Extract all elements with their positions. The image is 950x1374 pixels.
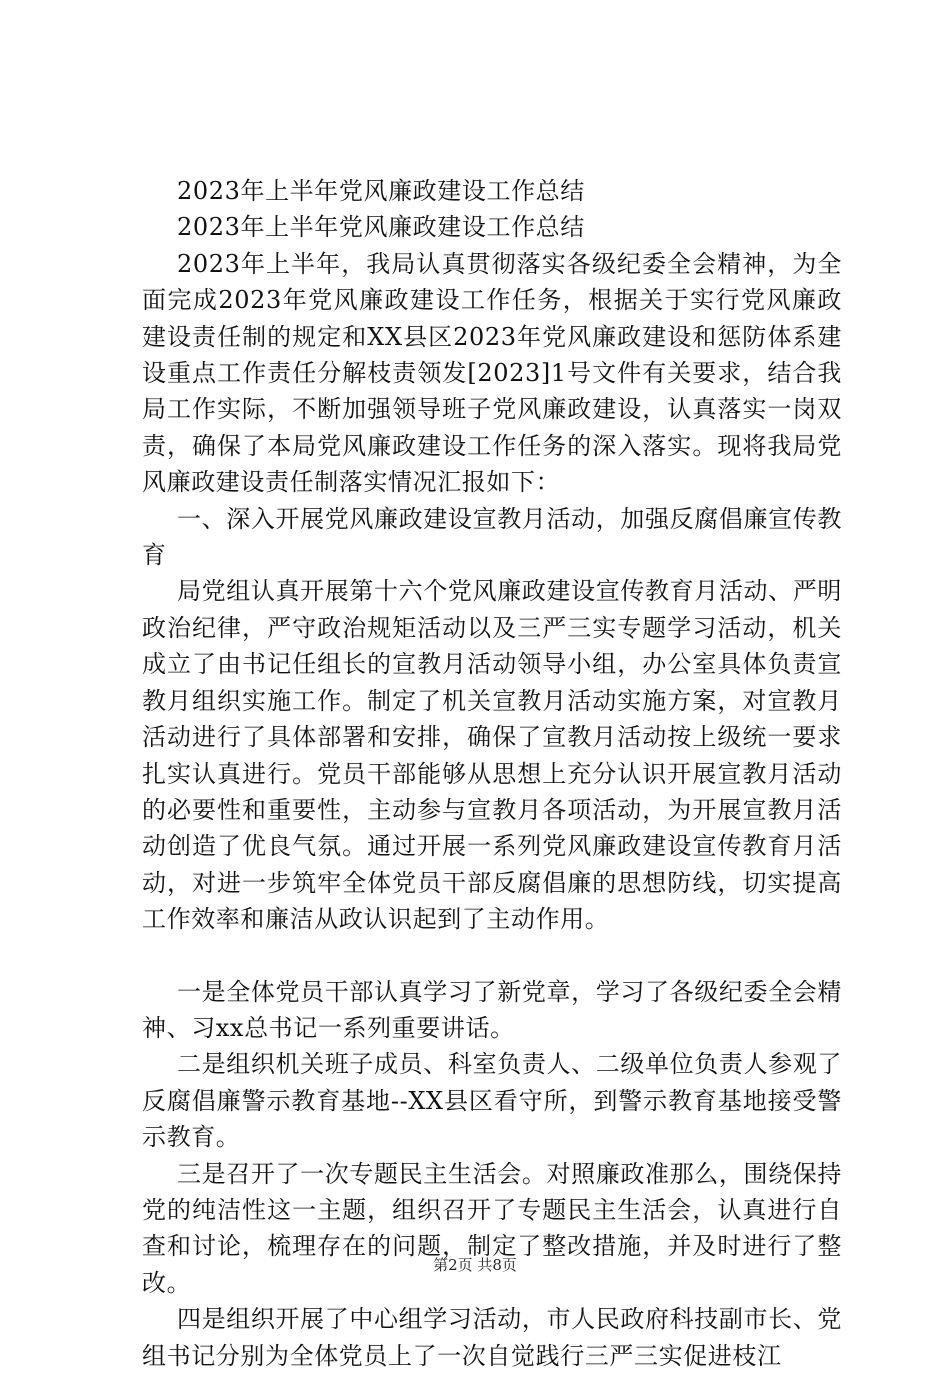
list-item-3: 三是召开了一次专题民主生活会。对照廉政准那么，围绕保持党的纯洁性这一主题，组织召开了专题民主生活会，认真进行自查和讨论，梳理存在的问题，制定了整改措施，并及时进行了整改。 [142,1159,842,1297]
document-subtitle: 2023年上半年党风廉政建设工作总结 [177,213,585,242]
list-item-4: 四是组织开展了中心组学习活动，市人民政府科技副市长、党组书记分别为全体党员上了一次自觉践行三严三实促进枝江 [142,1305,842,1370]
section-heading-1: 一、深入开展党风廉政建设宣教月活动，加强反腐倡廉宣传教育 [142,504,842,570]
document-title: 2023年上半年党风廉政建设工作总结 [177,177,585,205]
page-number: 第2页 共8页 [433,1256,517,1274]
section-1-paragraph: 局党组认真开展第十六个党风廉政建设宣传教育月活动、严明政治纪律，严守政治规矩活动以及三严三实专题学习活动，机关成立了由书记任组长的宣教月活动领导小组，办公室具体负责宣教月组织实施工作。制定了机关宣教月活动实施方案，对宣教月活动进行了具体部署和安排，确保了宣教月活动按上级统一要求扎实认真进行。党员干部能够从思想上充分认识开展宣教月活动的必要性和重要性，主动参与宣教月各项活动，为开展宣教月活动创造了优良气氛。通过开展一系列党风廉政建设宣传教育月活动，对进一步筑牢全体党员干部反腐倡廉的思想防线，切实提高工作效率和廉洁从政认识起到了主动作用。 [142,577,842,934]
list-item-2: 二是组织机关班子成员、科室负责人、二级单位负责人参观了反腐倡廉警示教育基地--XX县区看守所，到警示教育基地接受警示教育。 [142,1050,842,1152]
page-footer [0,1254,950,1275]
document-body [142,173,842,1374]
intro-paragraph: 2023年上半年，我局认真贯彻落实各级纪委全会精神，为全面完成2023年党风廉政建设工作任务，根据关于实行党风廉政建设责任制的规定和XX县区2023年党风廉政建设和惩防体系建设重点工作责任分解枝责领发[2023]1号文件有关要求，结合我局工作实际，不断加强领导班子党风廉政建设，认真落实一岗双责，确保了本局党风廉政建设工作任务的深入落实。现将我局党风廉政建设责任制落实情况汇报如下： [142,249,842,497]
list-item-1: 一是全体党员干部认真学习了新党章，学习了各级纪委全会精神、习xx总书记一系列重要讲话。 [142,977,842,1042]
